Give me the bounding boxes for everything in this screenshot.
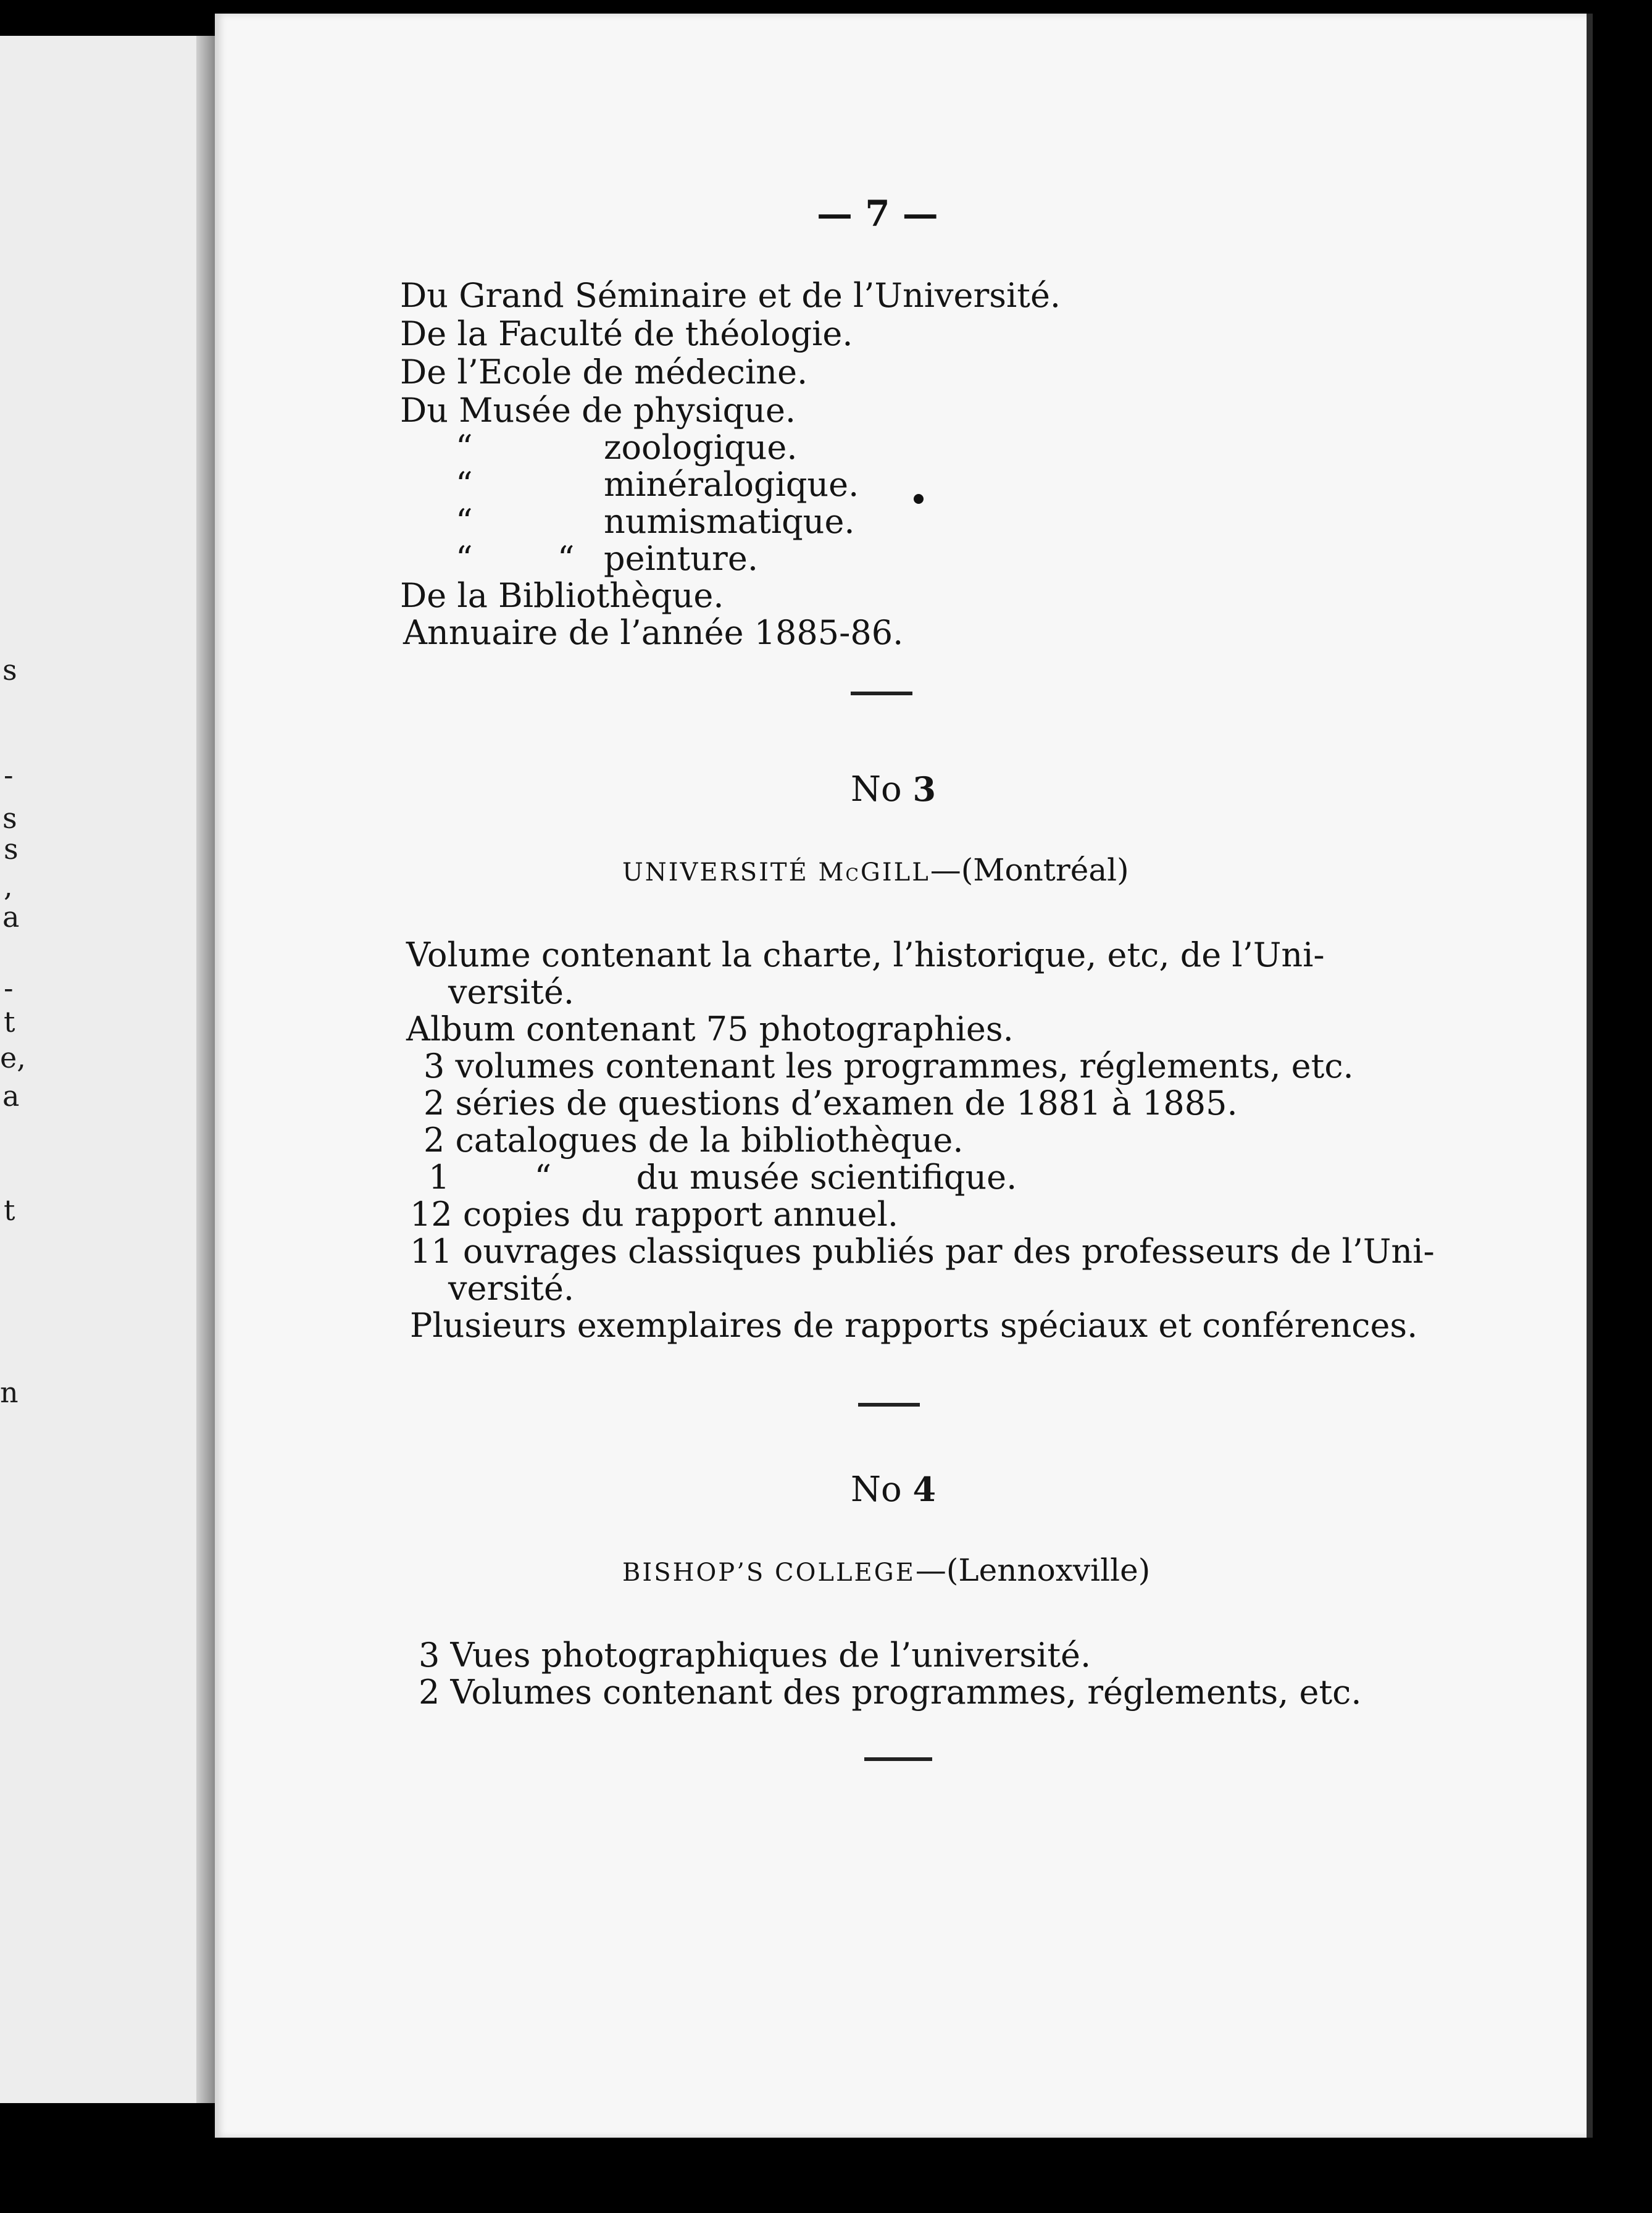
section-number-heading <box>851 1470 936 1510</box>
list-item: Volume contenant la charte, l’historique, etc, de l’Uni- <box>406 935 1325 974</box>
list-item: peinture. <box>604 539 758 578</box>
list-item: Album contenant 75 photographies. <box>406 1010 1014 1048</box>
institution-name: UNIVERSITÉ McGILL <box>622 858 930 887</box>
section-divider <box>864 1757 932 1761</box>
left-fragment: - <box>4 971 14 1005</box>
list-item: Plusieurs exemplaires de rapports spéciaux et conférences. <box>410 1306 1418 1345</box>
list-item: minéralogique. <box>604 465 859 504</box>
institution-location: —(Montréal) <box>930 852 1129 888</box>
ditto-mark: “ <box>456 502 473 541</box>
list-item: numismatique. <box>604 502 855 541</box>
stray-mark <box>914 494 924 504</box>
left-fragment: , <box>4 869 13 903</box>
left-fragment: s <box>2 801 17 835</box>
list-item: zoologique. <box>604 428 798 467</box>
list-item: De la Bibliothèque. <box>400 576 724 615</box>
left-fragment: e, <box>0 1041 26 1074</box>
section-number-heading <box>851 769 936 809</box>
section-divider <box>858 1403 920 1407</box>
ditto-mark: “ <box>456 465 473 504</box>
list-item: 2 séries de questions d’examen de 1881 à 1885. <box>423 1084 1238 1123</box>
left-fragment: s <box>4 832 19 866</box>
institution-heading <box>622 1552 1150 1588</box>
list-item: 2 catalogues de la bibliothèque. <box>423 1121 964 1160</box>
section-number: 3 <box>912 769 937 809</box>
page-gutter <box>196 36 215 2103</box>
document-page <box>215 14 1593 2138</box>
left-fragment: s <box>2 653 17 687</box>
list-item: 3 volumes contenant les programmes, réglements, etc. <box>423 1047 1354 1086</box>
list-item: De la Faculté de théologie. <box>400 314 853 353</box>
ditto-mark: “ “ <box>456 539 575 578</box>
list-item: versité. <box>448 973 575 1011</box>
institution-name: BISHOP’S COLLEGE <box>622 1558 916 1587</box>
list-item: versité. <box>448 1269 575 1308</box>
section-number: 4 <box>912 1470 937 1509</box>
page-number: — 7 — <box>817 193 938 235</box>
list-item: 3 Vues photographiques de l’université. <box>419 1636 1091 1675</box>
left-fragment: a <box>2 1079 20 1113</box>
list-item: 12 copies du rapport annuel. <box>410 1195 899 1234</box>
list-item: Annuaire de l’année 1885-86. <box>403 613 904 652</box>
left-fragment: - <box>4 758 14 792</box>
institution-heading <box>622 852 1129 888</box>
list-item: 2 Volumes contenant des programmes, réglements, etc. <box>419 1673 1362 1712</box>
list-item: 11 ouvrages classiques publiés par des professeurs de l’Uni- <box>410 1232 1435 1271</box>
list-item: Du Grand Séminaire et de l’Université. <box>400 276 1061 315</box>
list-item: 1 “ du musée scientifique. <box>428 1158 1017 1197</box>
list-item: De l’Ecole de médecine. <box>400 353 808 391</box>
ditto-mark: “ <box>456 428 473 467</box>
left-fragment: a <box>2 900 20 934</box>
section-divider <box>851 692 912 695</box>
institution-location: —(Lennoxville) <box>915 1552 1151 1588</box>
left-fragment: n <box>0 1376 19 1409</box>
left-fragment: t <box>4 1194 15 1227</box>
left-fragment: t <box>4 1005 15 1039</box>
list-item: Du Musée de physique. <box>400 391 796 430</box>
section-number-label: No <box>851 1470 902 1510</box>
left-page-edge <box>0 36 215 2103</box>
page-edge-shadow <box>1587 14 1593 2138</box>
section-number-label: No <box>851 769 902 809</box>
